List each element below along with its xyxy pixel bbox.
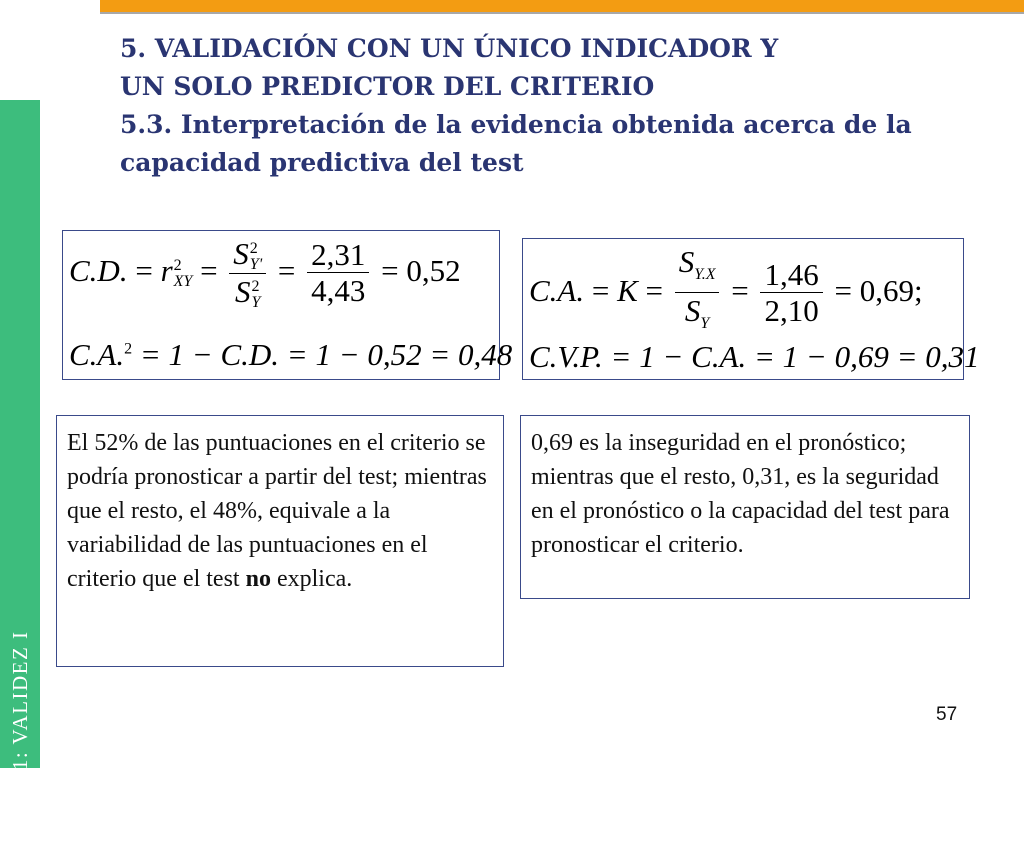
sidebar-band bbox=[0, 100, 40, 860]
s-num-sub: Y' bbox=[249, 255, 263, 273]
right-formula-line-2: C.V.P. = 1 − C.A. = 1 − 0,69 = 0,31 bbox=[529, 339, 980, 374]
left-explanation-bold: no bbox=[245, 566, 271, 592]
sidebar-label: TEMA 6.1: VALIDEZ I bbox=[8, 630, 32, 860]
s-den-sub: Y bbox=[251, 293, 261, 311]
page-number: 57 bbox=[936, 704, 958, 725]
variance-fraction bbox=[229, 237, 266, 311]
right-formula-box bbox=[522, 238, 980, 380]
value-fraction bbox=[307, 238, 369, 309]
left-explanation-end: explica. bbox=[270, 566, 353, 592]
left-explanation-box bbox=[56, 415, 504, 667]
std-value-num: 1,46 bbox=[764, 257, 819, 293]
r-sup: 2 bbox=[173, 256, 182, 274]
s-y-sub: Y bbox=[700, 315, 710, 333]
left-formula-line-1: C.D. = r 2 XY = S 2 Y' S 2 Y = $\frac{2,31}{4,43}$ = 0,52 bbox=[69, 236, 461, 311]
s-num-sup: 2 bbox=[249, 239, 258, 257]
value-den: 4,43 bbox=[307, 272, 369, 309]
title-line-2: UN SOLO PREDICTOR DEL CRITERIO bbox=[120, 72, 655, 101]
subtitle-line-2: capacidad predictiva del test bbox=[120, 148, 524, 177]
top-divider bbox=[100, 12, 1024, 14]
top-accent-bar bbox=[100, 0, 1024, 12]
std-value-fraction bbox=[760, 258, 822, 329]
cd-symbol: C.D. bbox=[69, 253, 128, 288]
left-formula-box bbox=[62, 230, 513, 380]
cd-result: 0,52 bbox=[406, 253, 461, 288]
left-formula-line-2 bbox=[69, 337, 512, 373]
right-explanation-box bbox=[520, 415, 970, 599]
r-symbol: r bbox=[160, 253, 173, 288]
k-symbol: K bbox=[617, 272, 638, 308]
right-explanation-text: 0,69 es la inseguridad en el pronóstico; mientras que el resto, 0,31, es la seguridad en el pronóstico o la capacidad del test para pronosticar el criterio. bbox=[531, 430, 950, 558]
left-explanation-text: El 52% de las puntuaciones en el criterio se podría pronosticar a partir del test; mientras que el resto, el 48%, equivale a la variabilidad de las puntuaciones en el criterio que el test bbox=[67, 430, 487, 592]
std-value-den: 2,10 bbox=[760, 292, 822, 329]
s-y: S bbox=[684, 293, 701, 329]
ca-expression: = 1 − C.D. = 1 − 0,52 = 0,48 bbox=[139, 337, 513, 372]
std-fraction bbox=[675, 245, 720, 342]
s-yx: S bbox=[678, 244, 695, 279]
value-num: 2,31 bbox=[311, 237, 366, 273]
right-formula-line-1: C.A. = K = $\frac{S_{Y.X}}{S_Y}$ = $\frac{1,46}{2,10}$ = 0,69; bbox=[529, 245, 923, 342]
s-den-sup: 2 bbox=[251, 277, 260, 295]
ca-symbol-right: C.A. bbox=[529, 272, 585, 308]
s-num: S bbox=[233, 236, 249, 271]
r-sub: XY bbox=[173, 272, 193, 290]
ca-sup: 2 bbox=[124, 340, 133, 358]
s-yx-sub: Y.X bbox=[694, 266, 716, 284]
slide-title bbox=[120, 30, 1000, 182]
subtitle-line-1: 5.3. Interpretación de la evidencia obtenida acerca de la bbox=[120, 110, 912, 139]
title-line-1: 5. VALIDACIÓN CON UN ÚNICO INDICADOR Y bbox=[120, 34, 779, 63]
ca-symbol: C.A. bbox=[69, 337, 125, 372]
ca-result: 0,69; bbox=[859, 272, 923, 308]
s-den: S bbox=[235, 273, 251, 309]
